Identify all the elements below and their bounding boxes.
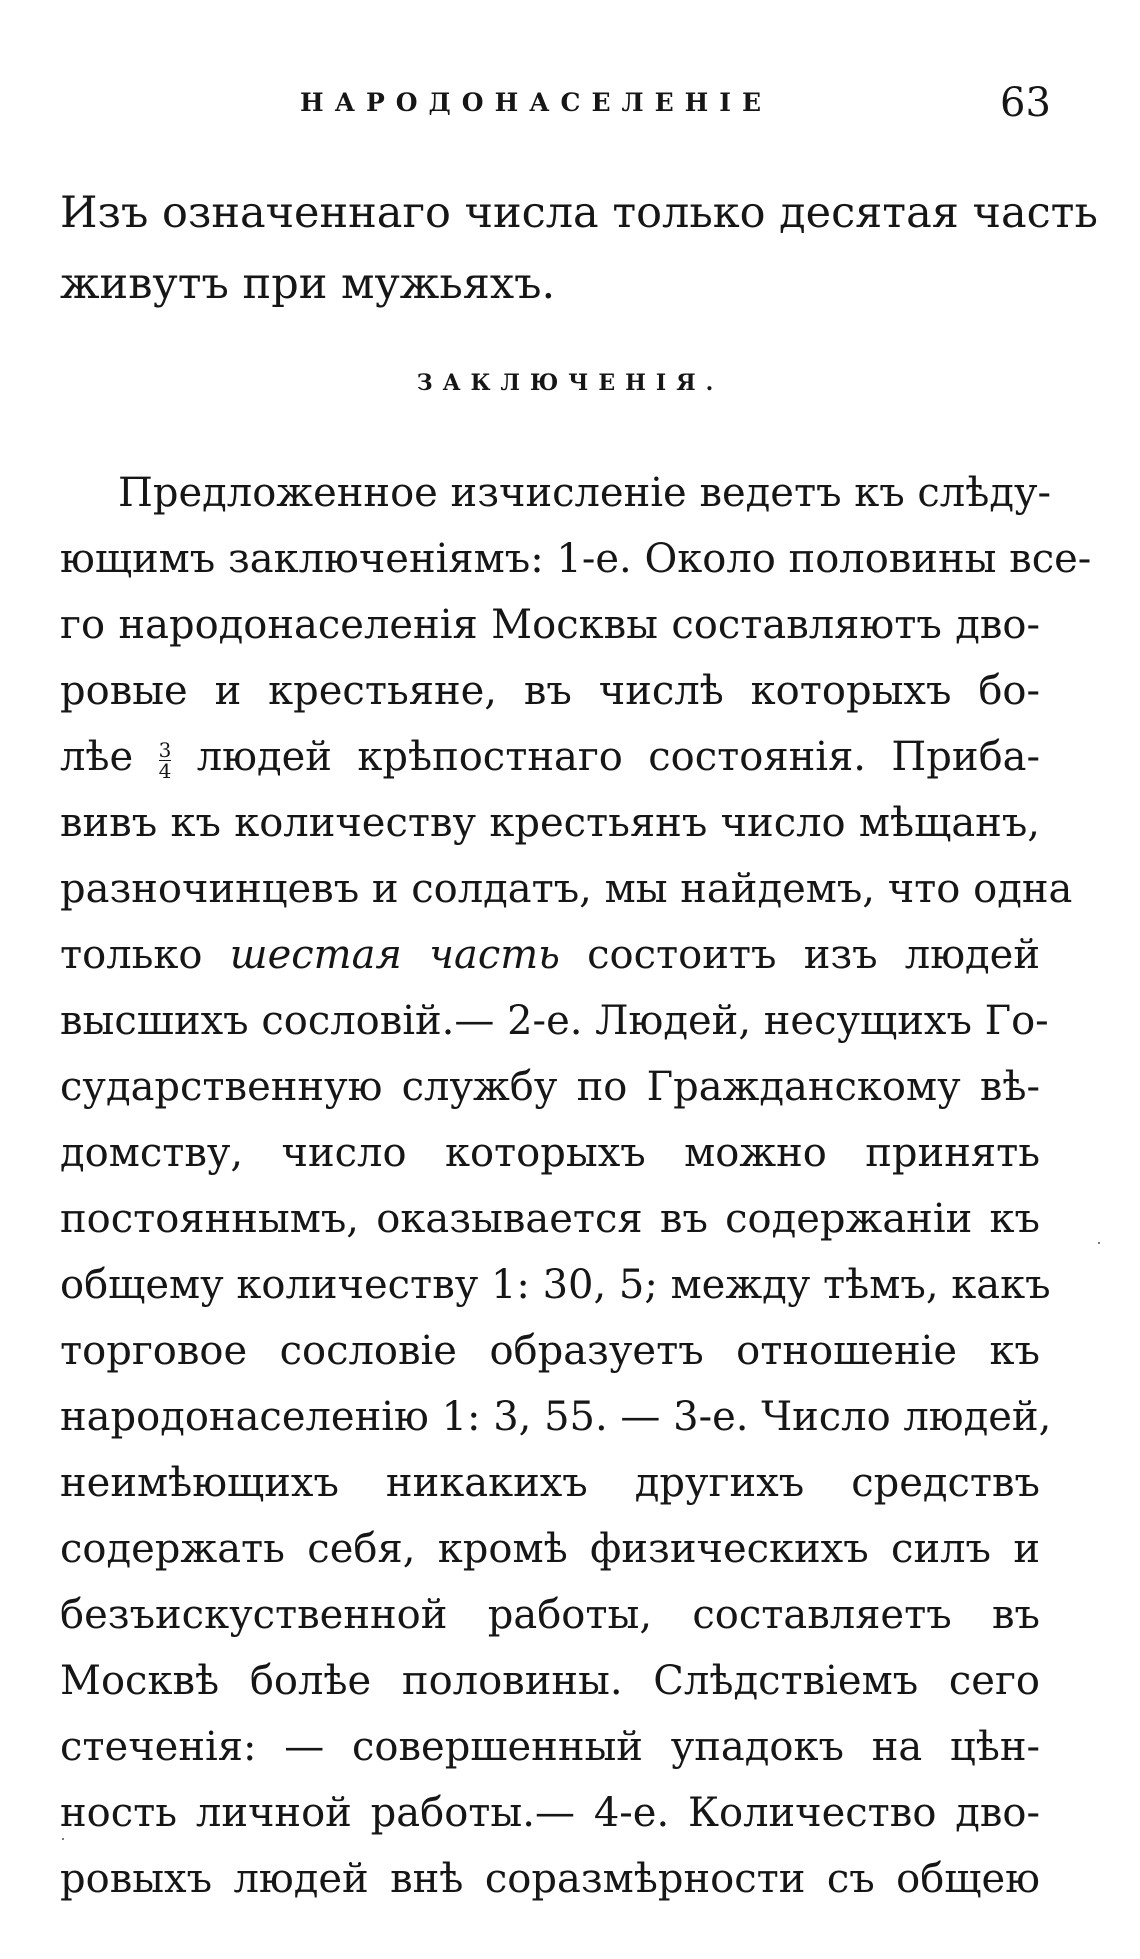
text-line: разночинцевъ и солдатъ, мы найдемъ, что одна <box>60 866 1073 912</box>
conclusions-paragraph <box>60 460 1092 1912</box>
text-fragment: лѣе <box>60 734 134 780</box>
text-line: ность личной работы.— 4-е. Количество дво- <box>60 1790 1040 1836</box>
running-title: НАРОДОНАСЕЛЕНІЕ <box>300 88 773 117</box>
text-line: постояннымъ, оказывается въ содержаніи къ <box>60 1196 1040 1242</box>
text-line: содержать себя, кромѣ физическихъ силъ и <box>60 1526 1040 1572</box>
fraction-denominator: 4 <box>158 758 172 783</box>
text-fragment: состоитъ изъ людей <box>587 932 1041 978</box>
text-line: Изъ означеннаго числа только десятая часть <box>60 188 1098 238</box>
text-line: общему количеству 1: 30, 5; между тѣмъ, какъ <box>60 1262 1051 1308</box>
text-line: домству, число которыхъ можно принять <box>60 1130 1040 1176</box>
section-heading: ЗАКЛЮЧЕНІЯ. <box>416 370 724 396</box>
text-line: Предложенное изчисленіе ведетъ къ слѣду- <box>118 470 1052 516</box>
text-line: торговое сословіе образуетъ отношеніе къ <box>60 1328 1040 1374</box>
text-line: высшихъ сословій.— 2-е. Людей, несущихъ Го- <box>60 998 1049 1044</box>
text-line: вивъ къ количеству крестьянъ число мѣщанъ, <box>60 800 1040 846</box>
scan-speck <box>1098 1242 1100 1244</box>
text-fragment: только <box>60 932 203 978</box>
text-line: Москвѣ болѣе половины. Слѣдствіемъ сего <box>60 1658 1040 1704</box>
scan-speck <box>62 1838 64 1840</box>
three-quarters-fraction <box>158 737 172 783</box>
text-line: безъискуственной работы, составляетъ въ <box>60 1592 1040 1638</box>
text-line: сударственную службу по Гражданскому вѣ- <box>60 1064 1040 1110</box>
text-line: ющимъ заключеніямъ: 1-е. Около половины все- <box>60 536 1092 582</box>
text-line: ровые и крестьяне, въ числѣ которыхъ бо- <box>60 668 1040 714</box>
page-number: 63 <box>1000 80 1051 126</box>
text-line: го народонаселенія Москвы составляютъ дво- <box>60 602 1040 648</box>
italic-emphasis: шестая часть <box>229 932 560 978</box>
text-fragment: людей крѣпостнаго состоянія. Приба- <box>196 734 1041 780</box>
text-line-with-fraction <box>60 724 1040 790</box>
text-line-with-emphasis <box>60 922 1040 988</box>
text-line: стеченія: — совершенный упадокъ на цѣн- <box>60 1724 1040 1770</box>
intro-paragraph <box>60 178 1098 320</box>
text-line: народонаселенію 1: 3, 55. — 3-е. Число людей, <box>60 1394 1052 1440</box>
fraction-numerator: 3 <box>158 737 172 762</box>
text-line: неимѣющихъ никакихъ другихъ средствъ <box>60 1460 1040 1506</box>
text-line: живутъ при мужьяхъ. <box>60 259 556 309</box>
text-line: ровыхъ людей внѣ соразмѣрности съ общею <box>60 1856 1040 1902</box>
